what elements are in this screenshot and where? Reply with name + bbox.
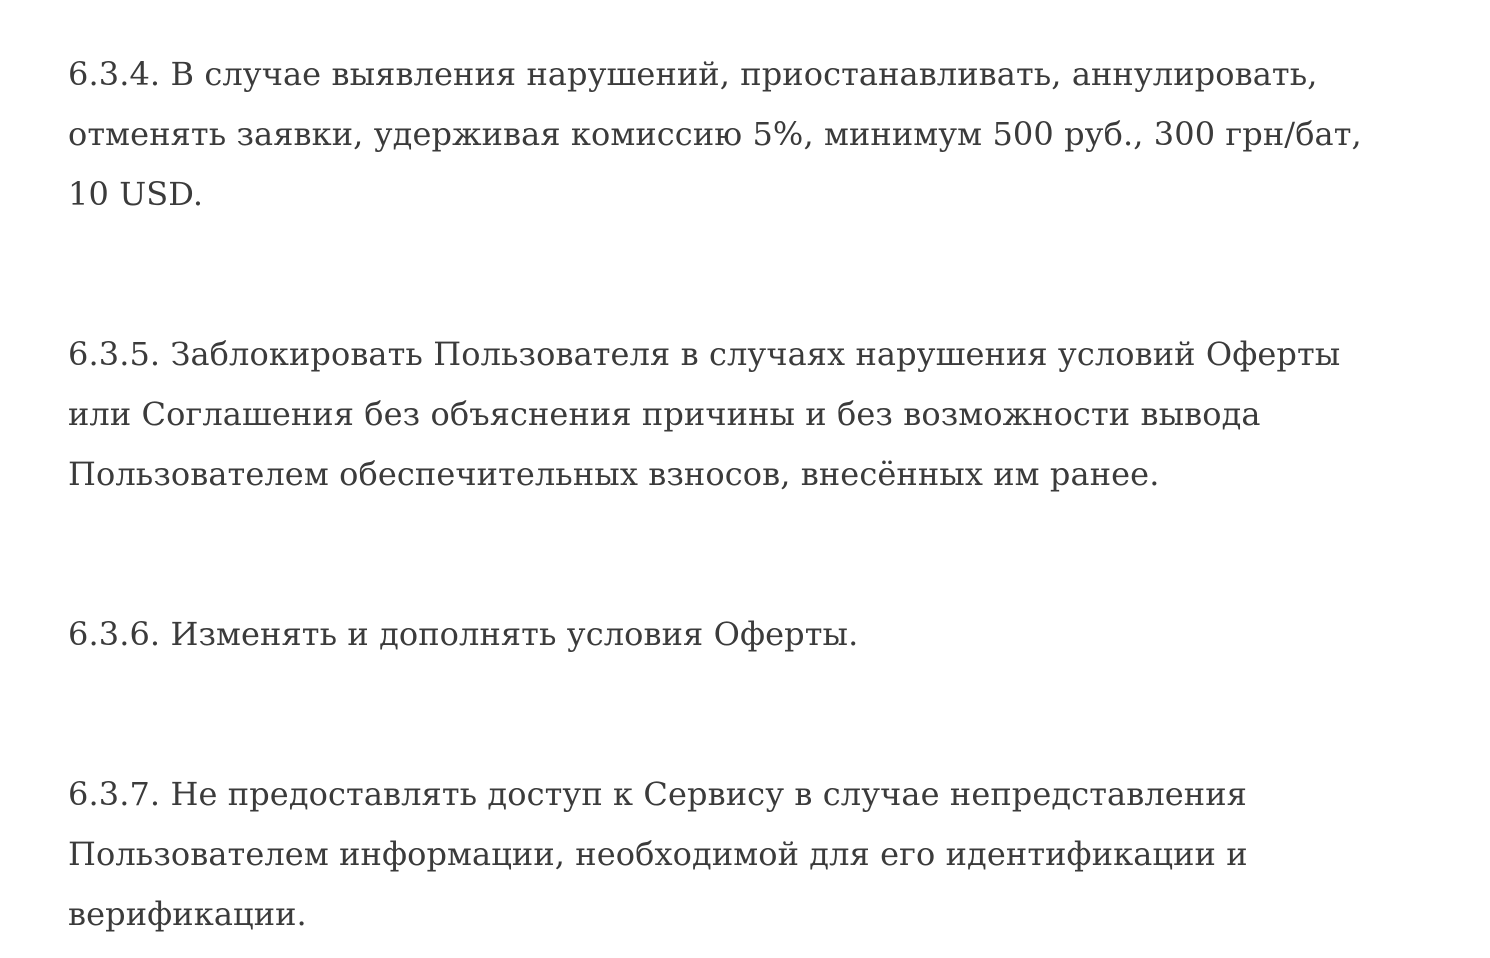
- clause-6-3-6: 6.3.6. Изменять и дополнять условия Оферты.: [68, 615, 859, 653]
- clause-6-3-5: 6.3.5. Заблокировать Пользователя в случаях нарушения условий Оферты или Соглашения без объяснения причины и без возможности вывода Пользователем обеспечительных взносов, внесённых им ранее.: [68, 335, 1341, 493]
- clause-6-3-4: 6.3.4. В случае выявления нарушений, приостанавливать, аннулировать, отменять заявки, удерживая комиссию 5%, минимум 500 руб., 300 грн/бат, 10 USD.: [68, 55, 1362, 213]
- clause-6-3-7: 6.3.7. Не предоставлять доступ к Сервису в случае непредставления Пользователем информации, необходимой для его идентификации и верификации.: [68, 775, 1248, 933]
